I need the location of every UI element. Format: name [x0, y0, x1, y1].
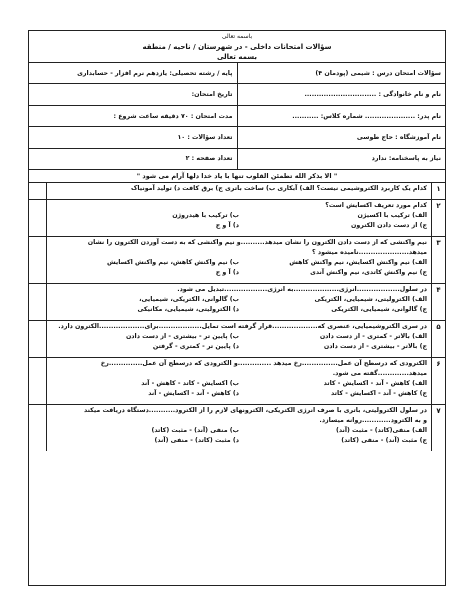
answer-options: [51, 295, 427, 315]
score-column: [29, 200, 47, 236]
question-row: [29, 405, 445, 451]
info-course: سؤالات امتحان درس : شیمی (پودمان ۴): [238, 63, 446, 84]
info-answer-sheet: نیاز به پاسخنامه: ندارد: [371, 155, 441, 163]
question-text: در سلول الکترولیتی، باتری با صرف انرژی الکتریکی، الکترونهای لازم را از الکترود...........دستگاه دریافت میکند: [83, 407, 427, 414]
info-father-name: نام پدر: ..................... شماره کلاس: ...........: [238, 106, 446, 127]
question-text: الکترودی که درسطح آن عمل...............رخ میدهد ..............و الکترودی که درسطح آن عمل..............رخ: [100, 360, 427, 367]
question-text: نیم واکنشی که از دست دادن الکترون را نشان میدهد..........و نیم واکنشی که به دست آوردن الکترون را نشان: [87, 239, 427, 246]
exam-title: سؤالات امتحانات داخلی - در شهرستان / ناحیه / منطقه: [142, 43, 332, 51]
answer-options: [51, 379, 427, 399]
question-number: ۵: [431, 321, 445, 357]
question-text: کدام یک کاربرد الکتروشیمی نیست؟ الف) آبکاری ب) ساخت باتری ج) برق کافت د) تولید آمونیاک: [130, 185, 427, 192]
answer-option: د) الکترولیتی، شیمیایی، مکانیکی: [137, 306, 239, 313]
question-number: ۱: [431, 183, 445, 199]
score-column: [29, 358, 47, 404]
answer-option: الف) منفی(کاتد) - مثبت (آند): [335, 427, 427, 434]
answer-option: الف) نیم واکنش اکسایش، نیم واکنش کاهش: [289, 259, 427, 266]
answer-options: [51, 258, 427, 278]
info-table: [29, 62, 445, 170]
info-duration: مدت امتحان : ۷۰ دقیقه ساعت شروع :: [29, 106, 237, 127]
score-column: [29, 405, 47, 451]
answer-option: ب) ترکیب با هیدروژن: [172, 212, 239, 219]
info-left-column: [29, 63, 237, 169]
info-grade: پایه / رشته تحصیلی: یازدهم نرم افزار - حسابداری: [29, 63, 237, 84]
score-column: [29, 237, 47, 283]
info-date: تاریخ امتحان:: [29, 84, 237, 105]
bismillah: باسمه تعالی: [221, 33, 253, 40]
question-body: [47, 321, 431, 357]
answer-option: الف) الکترولیتی، شیمیایی، الکتریکی: [314, 296, 427, 303]
question-number: ۴: [431, 284, 445, 320]
answer-option: د) آ و ج: [215, 269, 239, 276]
question-number: ۷: [431, 405, 445, 451]
question-row: [29, 358, 445, 405]
answer-option: د) پایین تر - کمتری - گرفتن: [152, 343, 239, 350]
answer-option: د) کاهش - آند - اکسایش - آند: [148, 390, 239, 397]
score-column: [29, 183, 47, 199]
question-body: [47, 284, 431, 320]
answer-option: الف) ترکیب با اکسیژن: [357, 212, 427, 219]
info-question-count: تعداد سؤالات : ۱۰: [29, 127, 237, 148]
answer-option: د) آ و ج: [215, 222, 239, 229]
answer-option: ب) پایین تر - بیشتری - از دست دادن: [125, 333, 239, 340]
question-text: در سلول..................انرژی...................به انرژی..................تبدیل می شود.: [177, 286, 427, 293]
answer-options: [51, 211, 427, 231]
score-column: [29, 321, 47, 357]
answer-option: د) مثبت (کاتد) - منفی (آند): [154, 437, 239, 444]
answer-options: [51, 426, 427, 446]
answer-option: ب) منفی (آند) - مثبت (کاتد): [151, 427, 239, 434]
question-number: ۳: [431, 237, 445, 283]
question-body: [47, 183, 431, 199]
answer-option: ج) نیم واکنش کاتدی، نیم واکنش آندی: [310, 269, 427, 276]
question-row: [29, 321, 445, 358]
question-row: [29, 237, 445, 284]
question-row: [29, 200, 445, 237]
exam-page: [28, 30, 446, 586]
score-column: [29, 284, 47, 320]
exam-subtitle: بسمه تعالی: [216, 53, 258, 61]
info-page-count: تعداد صفحه : ۲: [185, 155, 233, 163]
motto: " الا بذکر الله تطمئن القلوب تنها با یاد خدا دلها آرام می شود ": [29, 170, 445, 183]
info-student-name: نام و نام خانوادگی : ..............................: [238, 84, 446, 105]
answer-option: الف) بالاتر - کمتری - از دست دادن: [319, 333, 427, 340]
question-text: میدهد.............گفته می شود.: [332, 370, 427, 377]
question-row: [29, 284, 445, 321]
answer-option: ج) کاهش - آند - اکسایش - کاتد: [331, 390, 427, 397]
answer-option: ج) بالاتر - بیشتری - از دست دادن: [323, 343, 427, 350]
answer-option: ج) گالوانی، شیمیایی، الکتریکی: [331, 306, 427, 313]
question-number: ۶: [431, 358, 445, 404]
answer-option: ج) مثبت (آند) - منفی (کاتد): [341, 437, 427, 444]
answer-option: الف) کاهش - آند - اکسایش - کاتد: [323, 380, 427, 387]
question-text: کدام مورد تعریف اکسایش است؟: [325, 202, 427, 209]
answer-option: ب) نیم واکنش کاهش، نیم واکنش اکسایش: [106, 259, 239, 266]
question-text: و به الکترود............روانه میسازد.: [319, 417, 427, 424]
info-school: نام آموزشگاه : حاج طوسی: [238, 127, 446, 148]
questions-list: [29, 183, 445, 451]
answer-option: ب) اکسایش - کاتد - کاهش - آند: [141, 380, 239, 387]
question-row: [29, 183, 445, 200]
question-body: [47, 200, 431, 236]
question-body: [47, 237, 431, 283]
question-text: در سری الکتروشیمیایی، عنصری که...................قرار گرفته است تمایل..................برای...................الکترون دارد.: [58, 323, 427, 330]
question-body: [47, 405, 431, 451]
answer-options: [51, 332, 427, 352]
answer-option: ب) گالوانی، الکتریکی، شیمیایی،: [139, 296, 239, 303]
answer-option: ج) از دست دادن الکترون: [350, 222, 427, 229]
question-number: ۲: [431, 200, 445, 236]
question-body: [47, 358, 431, 404]
info-right-column: [237, 63, 446, 169]
question-text: میدهد.....................نامیده میشود ؟: [312, 249, 427, 256]
